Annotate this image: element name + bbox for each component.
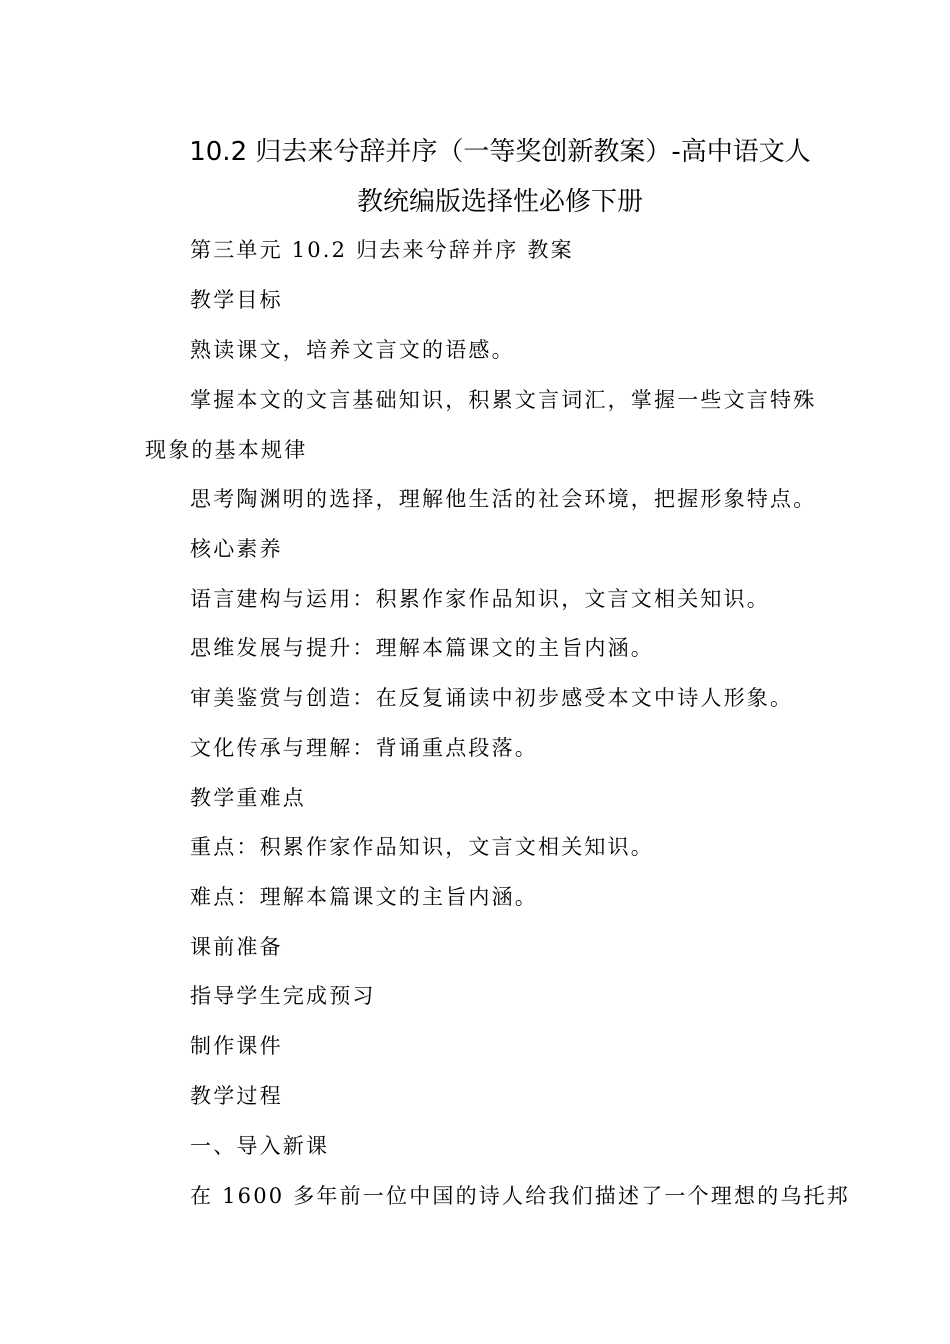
section-heading-core-literacy: 核心素养 bbox=[190, 537, 283, 561]
key-point-item: 重点：积累作家作品知识，文言文相关知识。 bbox=[190, 835, 654, 859]
objective-item-continuation: 现象的基本规律 bbox=[145, 438, 308, 462]
preparation-item: 制作课件 bbox=[190, 1034, 283, 1058]
unit-heading: 第三单元 10.2 归去来兮辞并序 教案 bbox=[190, 238, 574, 262]
document-title-line-1: 10.2 归去来兮辞并序（一等奖创新教案）-高中语文人 bbox=[189, 137, 811, 167]
document-title-line-2: 教统编版选择性必修下册 bbox=[356, 187, 643, 217]
literacy-item: 语言建构与运用：积累作家作品知识，文言文相关知识。 bbox=[190, 587, 770, 611]
process-step-heading: 一、导入新课 bbox=[190, 1134, 330, 1158]
objective-item: 思考陶渊明的选择，理解他生活的社会环境，把握形象特点。 bbox=[190, 487, 817, 511]
section-heading-objectives: 教学目标 bbox=[190, 288, 283, 312]
literacy-item: 审美鉴赏与创造：在反复诵读中初步感受本文中诗人形象。 bbox=[190, 686, 794, 710]
preparation-item: 指导学生完成预习 bbox=[190, 984, 376, 1008]
section-heading-preparation: 课前准备 bbox=[190, 935, 283, 959]
literacy-item: 思维发展与提升：理解本篇课文的主旨内涵。 bbox=[190, 636, 654, 660]
objective-item: 掌握本文的文言基础知识，积累文言词汇，掌握一些文言特殊 bbox=[190, 388, 817, 412]
section-heading-key-points: 教学重难点 bbox=[190, 786, 306, 810]
body-paragraph: 在 1600 多年前一位中国的诗人给我们描述了一个理想的乌托邦 bbox=[190, 1184, 850, 1208]
section-heading-process: 教学过程 bbox=[190, 1084, 283, 1108]
literacy-item: 文化传承与理解：背诵重点段落。 bbox=[190, 736, 538, 760]
objective-item: 熟读课文，培养文言文的语感。 bbox=[190, 338, 515, 362]
difficult-point-item: 难点：理解本篇课文的主旨内涵。 bbox=[190, 885, 538, 909]
